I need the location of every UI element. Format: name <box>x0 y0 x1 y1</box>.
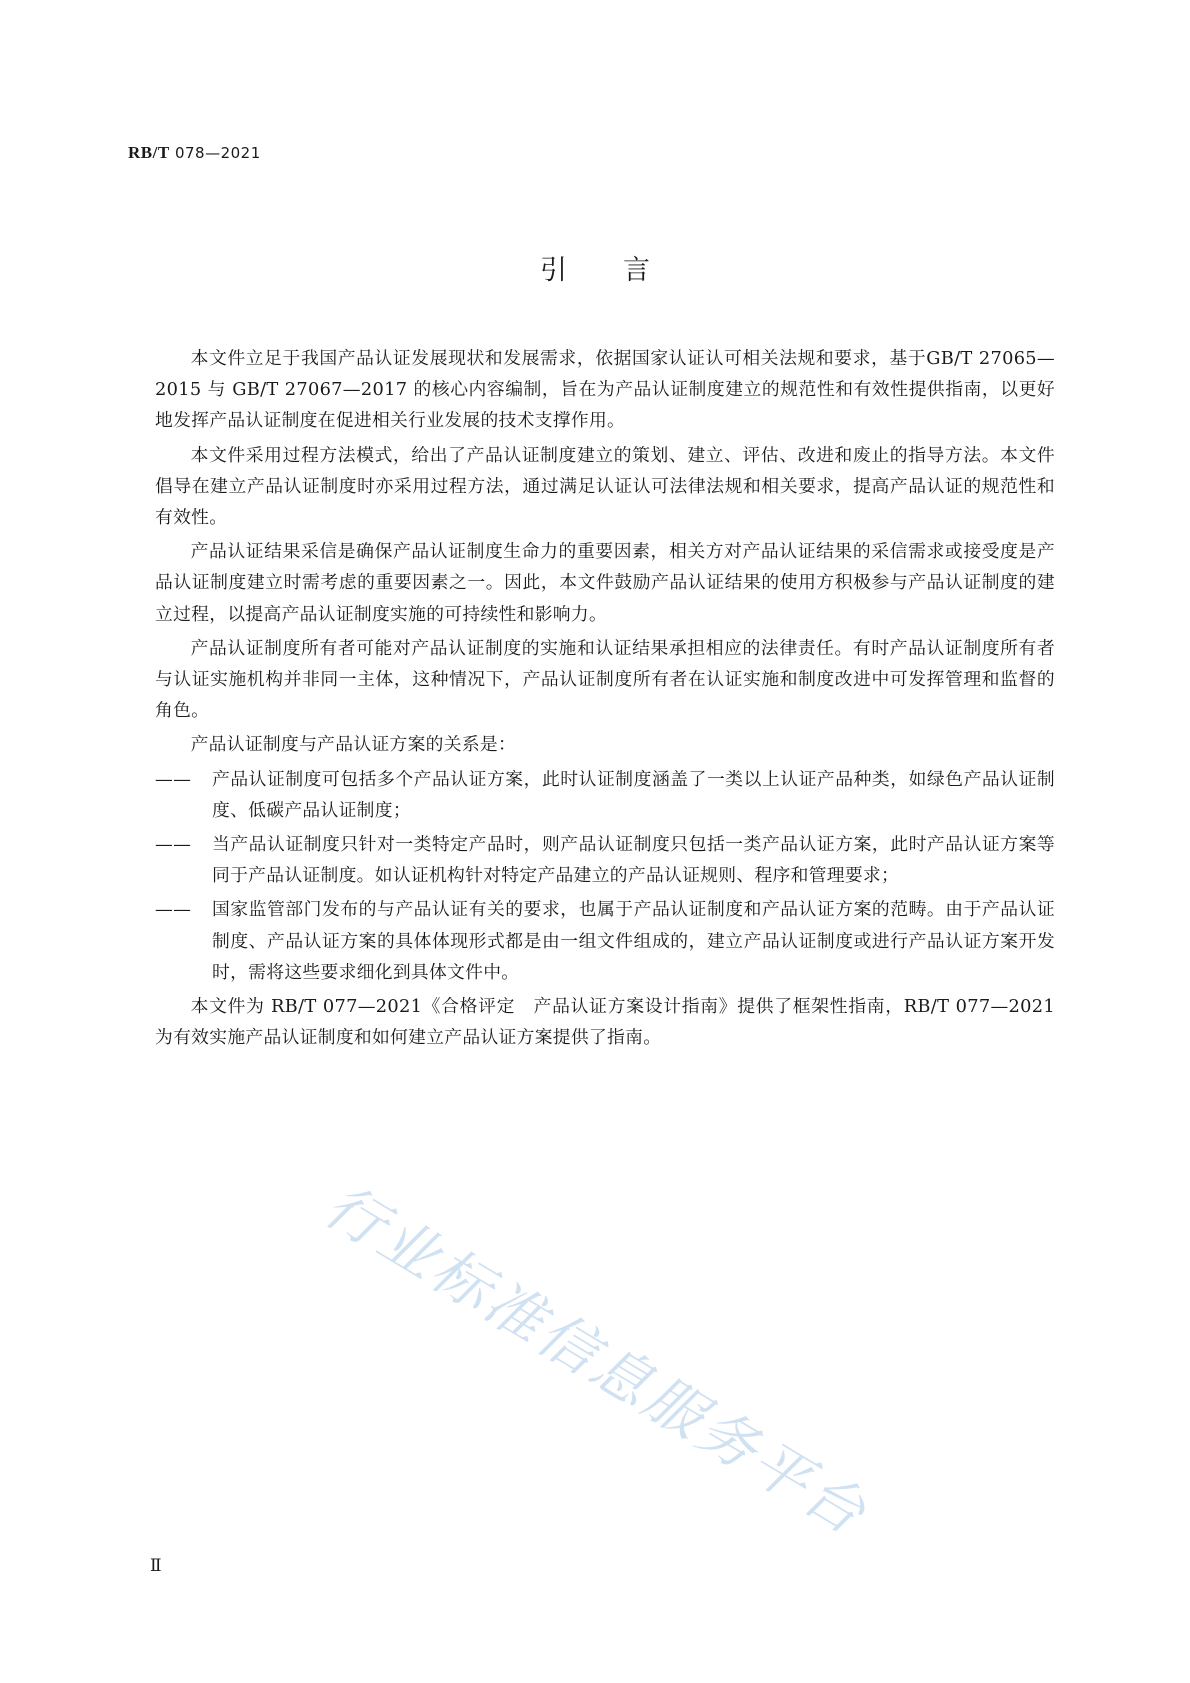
paragraph: 产品认证制度与产品认证方案的关系是： <box>190 734 517 756</box>
document-code <box>128 143 261 163</box>
closing-paragraph: 本文件为 RB/T 077—2021《合格评定 产品认证方案设计指南》提供了框架性指南，RB/T 077—2021 为有效实施产品认证制度和如何建立产品认证方案提供了指南。 <box>155 996 1055 1049</box>
page-title: 引言 <box>540 255 706 286</box>
watermark: 行业标准信息服务平台 <box>313 1171 880 1549</box>
list-item-text: 当产品认证制度只针对一类特定产品时，则产品认证制度只包括一类产品认证方案，此时产品认证方案等同于产品认证制度。如认证机构针对特定产品建立的产品认证规则、程序和管理要求； <box>212 834 1055 887</box>
document-code-number: 078—2021 <box>169 144 261 162</box>
introduction-body <box>155 343 1055 1056</box>
document-code-prefix: RB/T <box>128 143 170 162</box>
list-item <box>155 764 1055 826</box>
paragraph: 本文件立足于我国产品认证发展现状和发展需求，依据国家认证认可相关法规和要求，基于GB/T 27065—2015 与 GB/T 27067—2017 的核心内容编制，旨在为产品认证制度建立的规范性和有效性提供指南，以更好地发挥产品认证制度在促进相关行业发展的技术支撑作用。 <box>155 348 1055 432</box>
page-number: Ⅱ <box>150 1556 162 1575</box>
list-item <box>155 829 1055 891</box>
paragraph: 产品认证制度所有者可能对产品认证制度的实施和认证结果承担相应的法律责任。有时产品认证制度所有者与认证实施机构并非同一主体，这种情况下，产品认证制度所有者在认证实施和制度改进中可发挥管理和监督的角色。 <box>155 637 1055 722</box>
paragraph: 本文件采用过程方法模式，给出了产品认证制度建立的策划、建立、评估、改进和废止的指导方法。本文件倡导在建立产品认证制度时亦采用过程方法，通过满足认证认可法律法规和相关要求，提高产品认证的规范性和有效性。 <box>155 444 1055 529</box>
paragraph: 产品认证结果采信是确保产品认证制度生命力的重要因素，相关方对产品认证结果的采信需求或接受度是产品认证制度建立时需考虑的重要因素之一。因此，本文件鼓励产品认证结果的使用方积极参与产品认证制度的建立过程，以提高产品认证制度实施的可持续性和影响力。 <box>155 541 1055 625</box>
list-dash: —— <box>155 834 192 856</box>
list-item-text: 产品认证制度可包括多个产品认证方案，此时认证制度涵盖了一类以上认证产品种类，如绿色产品认证制度、低碳产品认证制度； <box>212 768 1055 821</box>
list-dash: —— <box>155 768 192 790</box>
list-item-text: 国家监管部门发布的与产品认证有关的要求，也属于产品认证制度和产品认证方案的范畴。由于产品认证制度、产品认证方案的具体体现形式都是由一组文件组成的，建立产品认证制度或进行产品认证方案开发时，需将这些要求细化到具体文件中。 <box>212 899 1055 983</box>
list-dash: —— <box>155 899 192 921</box>
list-item <box>155 894 1055 988</box>
